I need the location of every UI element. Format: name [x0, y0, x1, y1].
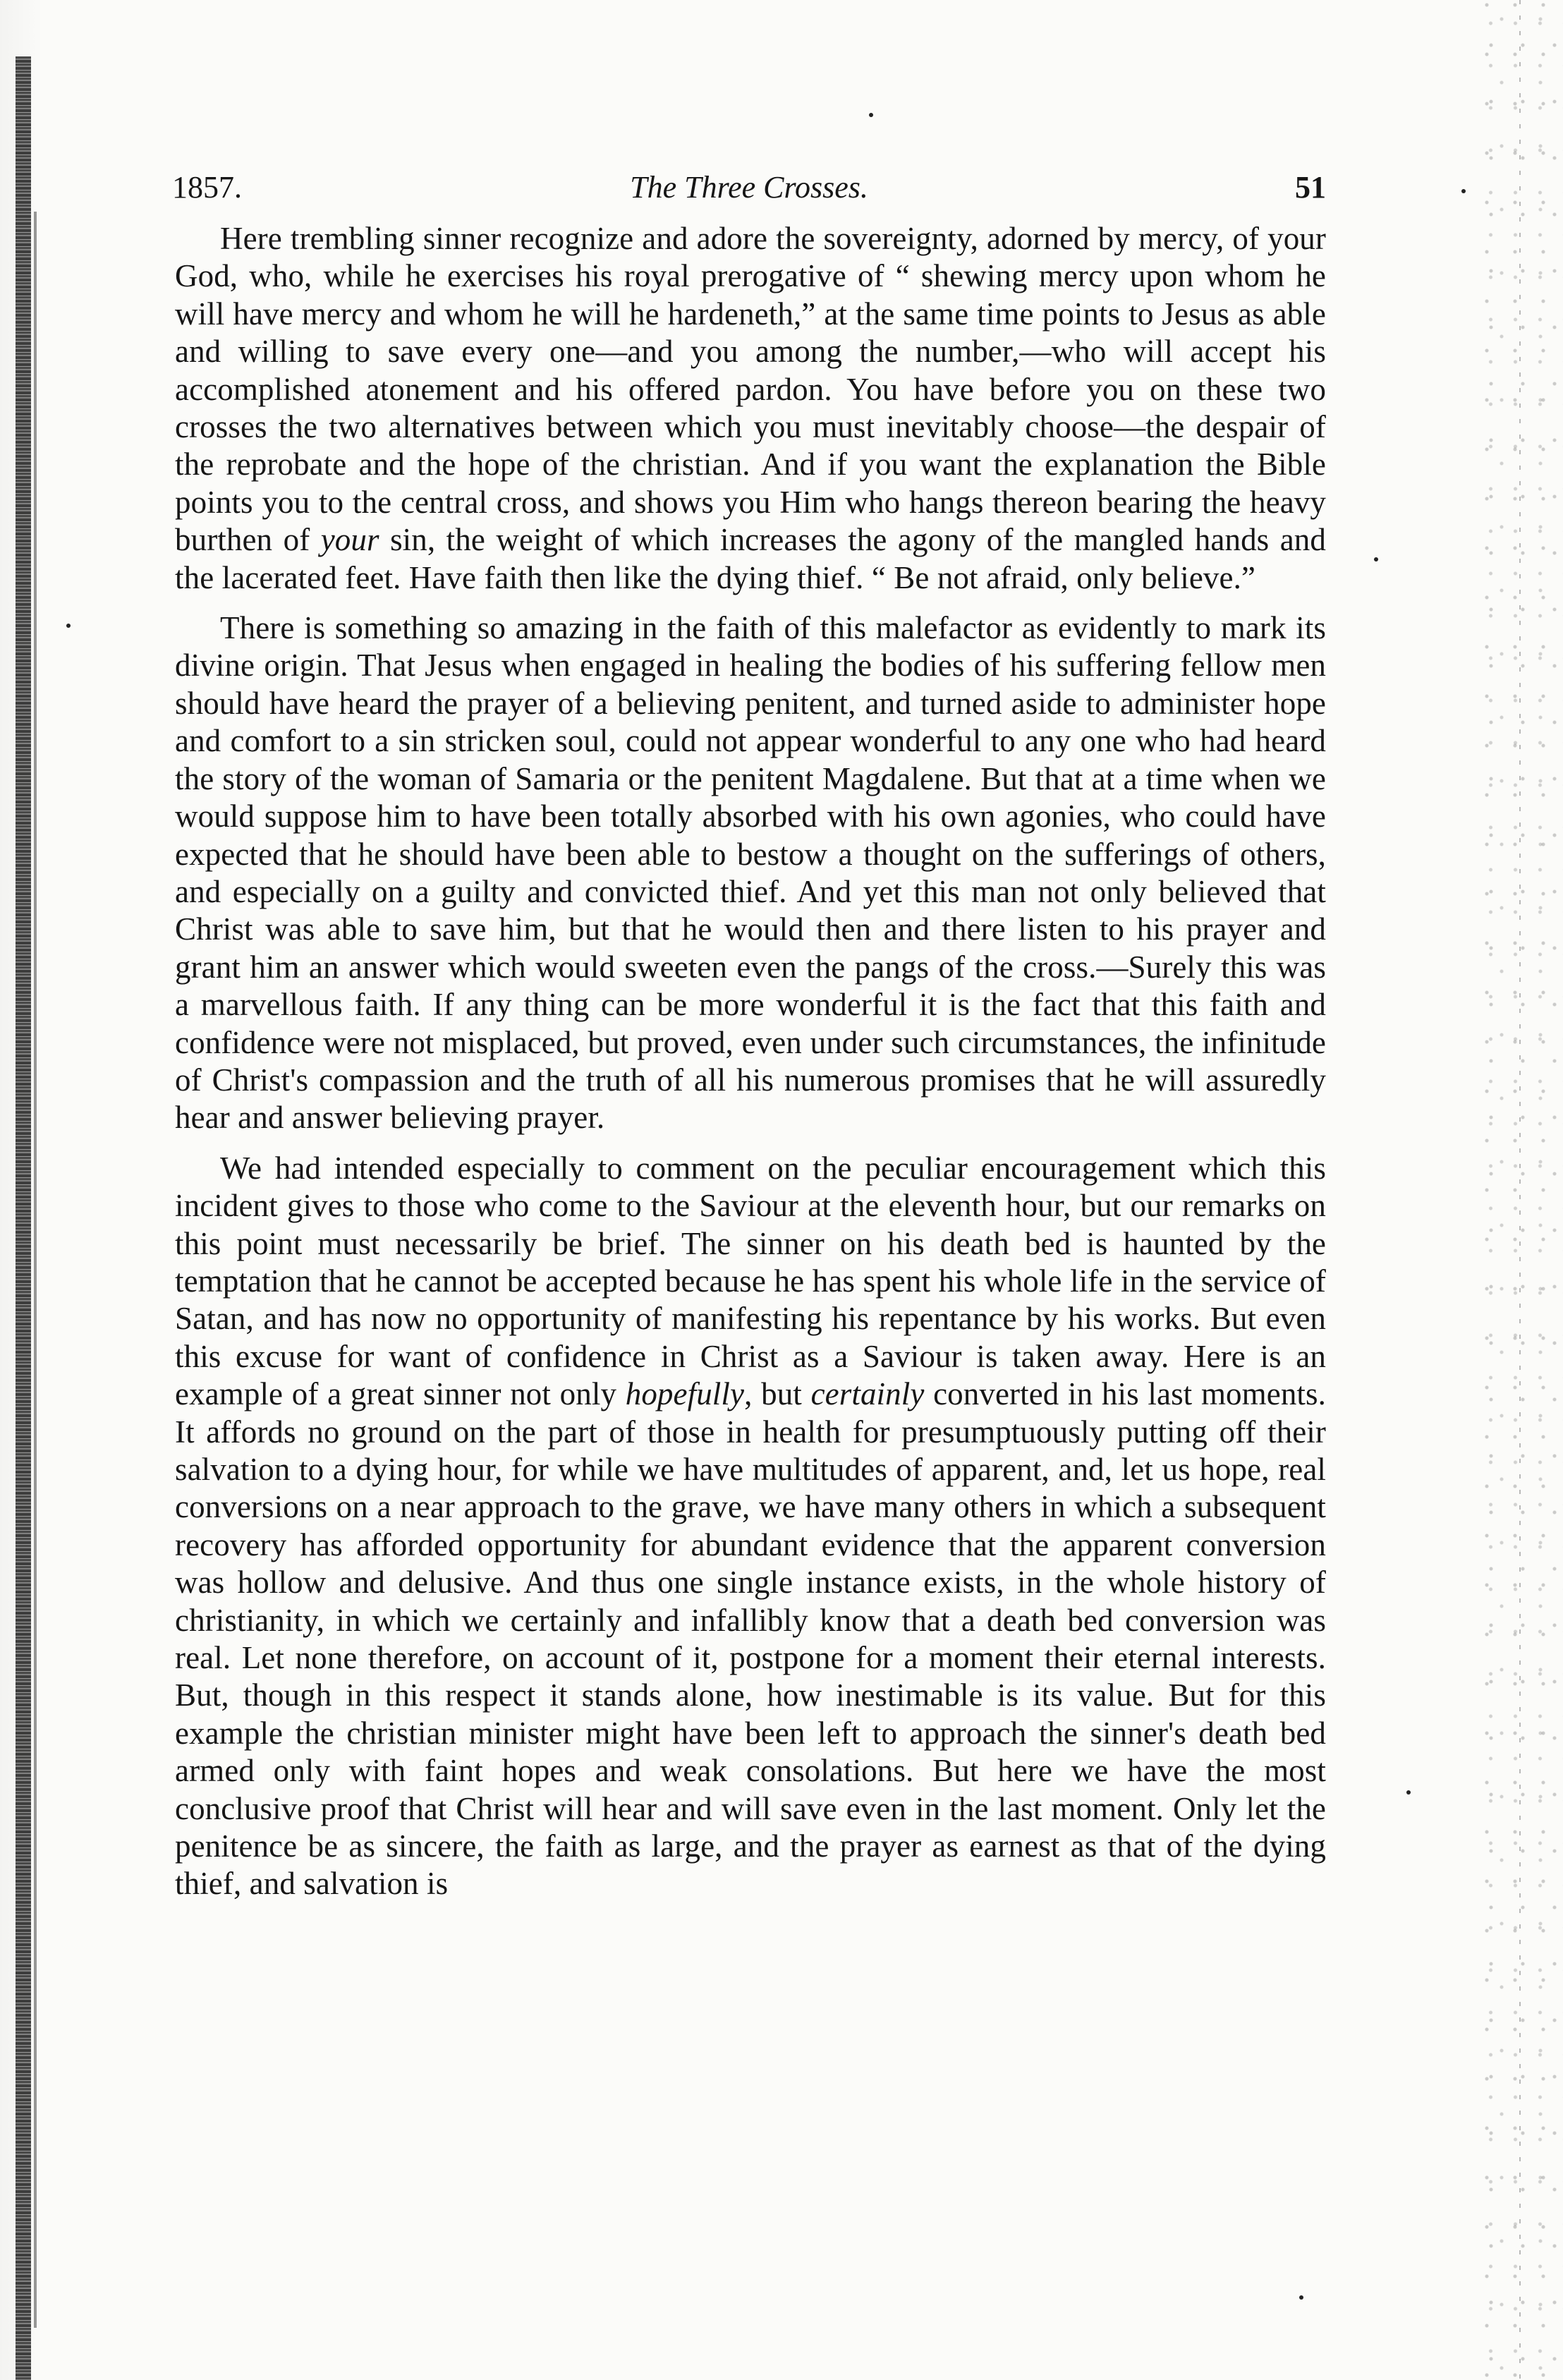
ink-speck	[1299, 2295, 1303, 2300]
ink-speck	[869, 113, 873, 117]
ink-speck	[1406, 1790, 1411, 1795]
ink-speck	[66, 624, 71, 628]
binding-shadow-line	[34, 212, 37, 2328]
header-title: The Three Crosses.	[630, 170, 868, 205]
adjacent-page-edge	[1519, 0, 1521, 2380]
article-body	[175, 220, 1326, 1903]
ink-speck	[1461, 189, 1466, 193]
page-number: 51	[1295, 170, 1326, 205]
paragraph: There is something so amazing in the faith of this malefactor as evidently to mark its divine origin. That Jesus when engaged in healing the bodies of his suffering fellow men should have heard the prayer of a believing penitent, and turned aside to administer hope and comfort to a sin stricken soul, could not appear wonderful to any one who had heard the story of the woman of Samaria or the penitent Magdalene. But that at a time when we would suppose him to have been totally absorbed with his own agonies, who could have expected that he should have been able to bestow a thought on the sufferings of others, and especially on a guilty and convicted thief. And yet this man not only believed that Christ was able to save him, but that he would then and there listen to his prayer and grant him an answer which would sweeten even the pangs of the cross.—Surely this was a marvellous faith. If any thing can be more wonderful it is the fact that this faith and confidence were not misplaced, but proved, even under such circumstances, the infinitude of Christ's compassion and the truth of all his numerous promises that he will assuredly hear and answer believing prayer.	[175, 610, 1326, 1136]
book-binding-edge	[16, 56, 31, 2380]
adjacent-page-noise	[1478, 0, 1563, 2380]
paragraph: Here trembling sinner recognize and adore the sovereignty, adorned by mercy, of your God, who, while he exercises his royal prerogative of “ shewing mercy upon whom he will have mercy and whom he will he hardeneth,” at the same time points to Jesus as able and willing to save every one—and you among the number,—who will accept his accomplished atonement and his offered pardon. You have before you on these two crosses the two alternatives between which you must inevitably choose—the despair of the reprobate and the hope of the christian. And if you want the explanation the Bible points you to the central cross, and shows you Him who hangs thereon bearing the heavy burthen of your sin, the weight of which increases the agony of the mangled hands and the lacerated feet. Have faith then like the dying thief. “ Be not afraid, only believe.”	[175, 221, 1326, 595]
ink-speck	[1374, 557, 1378, 561]
running-header	[172, 166, 1326, 209]
header-year: 1857.	[172, 170, 242, 205]
paragraph: We had intended especially to comment on the peculiar encouragement which this incident gives to those who come to the Saviour at the eleventh hour, but our remarks on this point must necessarily be brief. The sinner on his death bed is haunted by the temptation that he cannot be accepted because he has spent his whole life in the service of Satan, and has now no opportunity of manifesting his repentance by his works. But even this excuse for want of confidence in Christ as a Saviour is taken away. Here is an example of a great sinner not only hopefully, but certainly converted in his last moments. It affords no ground on the part of those in health for presumptuously putting off their salvation to a dying hour, for while we have multitudes of apparent, and, let us hope, real conversions on a near approach to the grave, we have many others in which a subsequent recovery has afforded opportunity for abundant evidence that the apparent conversion was hollow and delusive. And thus one single instance exists, in the whole history of christianity, in which we certainly and infallibly know that a death bed conversion was real. Let none therefore, on account of it, postpone for a moment their eternal interests. But, though in this respect it stands alone, how inestimable is its value. But for this example the christian minister might have been left to approach the sinner's death bed armed only with faint hopes and weak consolations. But here we have the most conclusive proof that Christ will hear and will save even in the last moment. Only let the penitence be as sincere, the faith as large, and the prayer as earnest as that of the dying thief, and salvation is	[175, 1150, 1326, 1902]
